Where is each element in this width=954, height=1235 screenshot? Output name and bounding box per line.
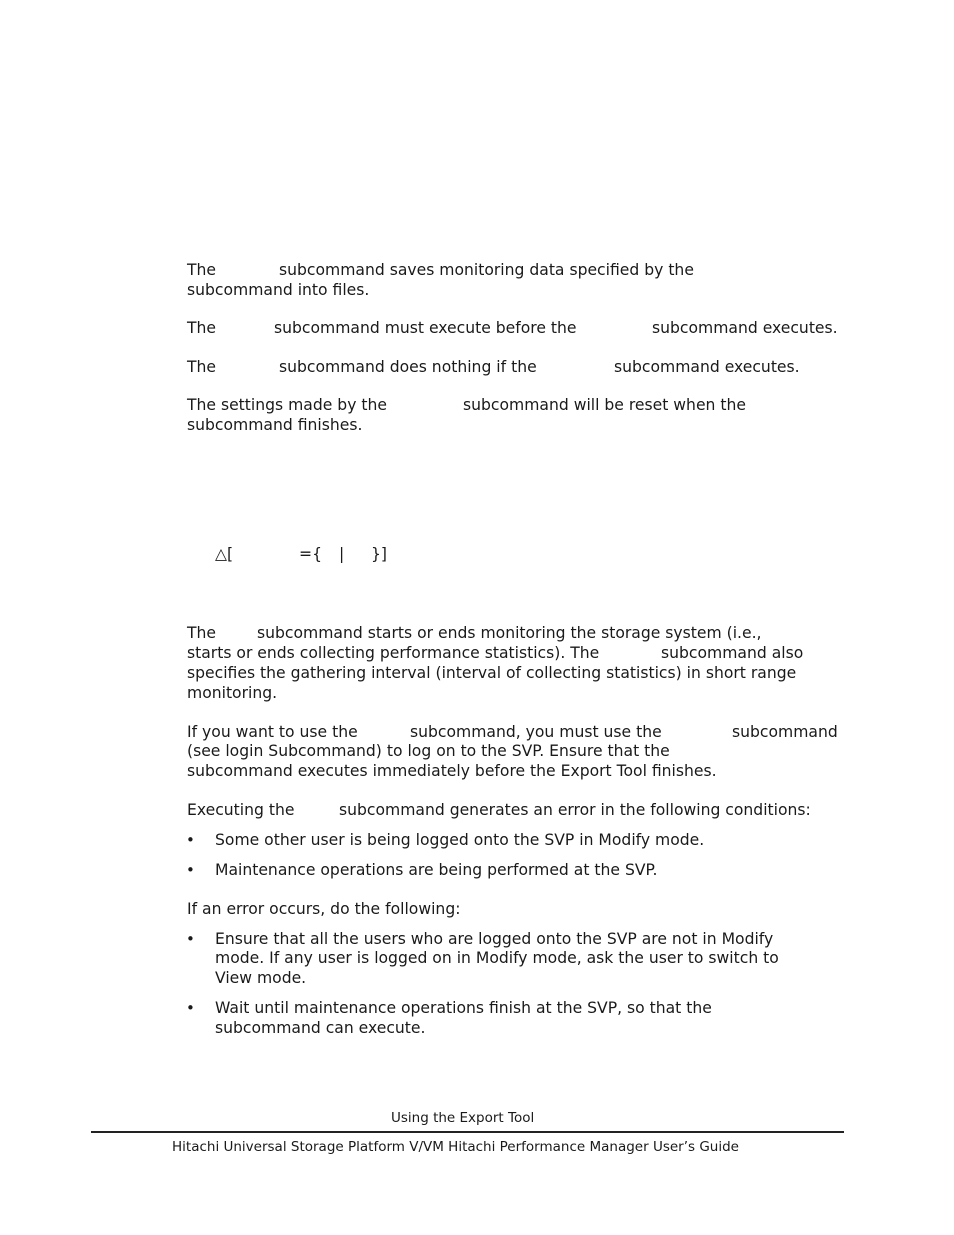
description-text: subcommand also (661, 644, 804, 662)
description-text: Executing the (187, 801, 295, 819)
paragraph-text: The (187, 261, 217, 279)
paragraph-text: subcommand executes. (614, 358, 800, 376)
syntax-fragment: }] (371, 545, 388, 563)
list-item: View mode. (215, 969, 307, 987)
description-text: (see login Subcommand) to log on to the SVP. Ensure that the (187, 742, 670, 760)
description-text: The (187, 624, 217, 642)
description-text: subcommand (732, 723, 838, 741)
list-item: Ensure that all the users who are logged onto the SVP are not in Modify (215, 930, 774, 948)
description-text: subcommand, you must use the (410, 723, 662, 741)
list-item: Maintenance operations are being performed at the SVP. (215, 861, 658, 879)
description-text: If you want to use the (187, 723, 358, 741)
list-item: Some other user is being logged onto the SVP in Modify mode. (215, 831, 705, 849)
paragraph-text: subcommand does nothing if the (279, 358, 537, 376)
description-text: subcommand executes immediately before the Export Tool finishes. (187, 762, 717, 780)
description-text: subcommand starts or ends monitoring the storage system (i.e., (257, 624, 762, 642)
paragraph-text: The (187, 319, 217, 337)
bullet-icon: • (186, 999, 195, 1017)
syntax-fragment: ={ (299, 545, 322, 563)
footer-title: Hitachi Universal Storage Platform V/VM Hitachi Performance Manager User’s Guide (172, 1139, 739, 1155)
footer-section: Using the Export Tool (391, 1110, 535, 1126)
syntax-fragment: | (339, 545, 345, 563)
paragraph-text: The settings made by the (187, 396, 387, 414)
footer-divider (91, 1131, 844, 1133)
description-text: specifies the gathering interval (interval of collecting statistics) in short range (187, 664, 797, 682)
paragraph-text: subcommand will be reset when the (463, 396, 746, 414)
paragraph-text: subcommand into files. (187, 281, 370, 299)
list-item: subcommand can execute. (215, 1019, 426, 1037)
paragraph-text: subcommand executes. (652, 319, 838, 337)
list-item: mode. If any user is logged on in Modify mode, ask the user to switch to (215, 949, 779, 967)
description-text: starts or ends collecting performance statistics). The (187, 644, 600, 662)
paragraph-text: subcommand must execute before the (274, 319, 577, 337)
bullet-icon: • (186, 861, 195, 879)
description-text: monitoring. (187, 684, 278, 702)
paragraph-text: subcommand finishes. (187, 416, 363, 434)
bullet-icon: • (186, 930, 195, 948)
description-text: subcommand generates an error in the following conditions: (339, 801, 811, 819)
bullet-icon: • (186, 831, 195, 849)
list-item: Wait until maintenance operations finish at the SVP, so that the (215, 999, 712, 1017)
paragraph-text: The (187, 358, 217, 376)
paragraph-text: subcommand saves monitoring data specified by the (279, 261, 694, 279)
paragraph-text: If an error occurs, do the following: (187, 900, 461, 918)
syntax-fragment: △[ (215, 545, 234, 563)
